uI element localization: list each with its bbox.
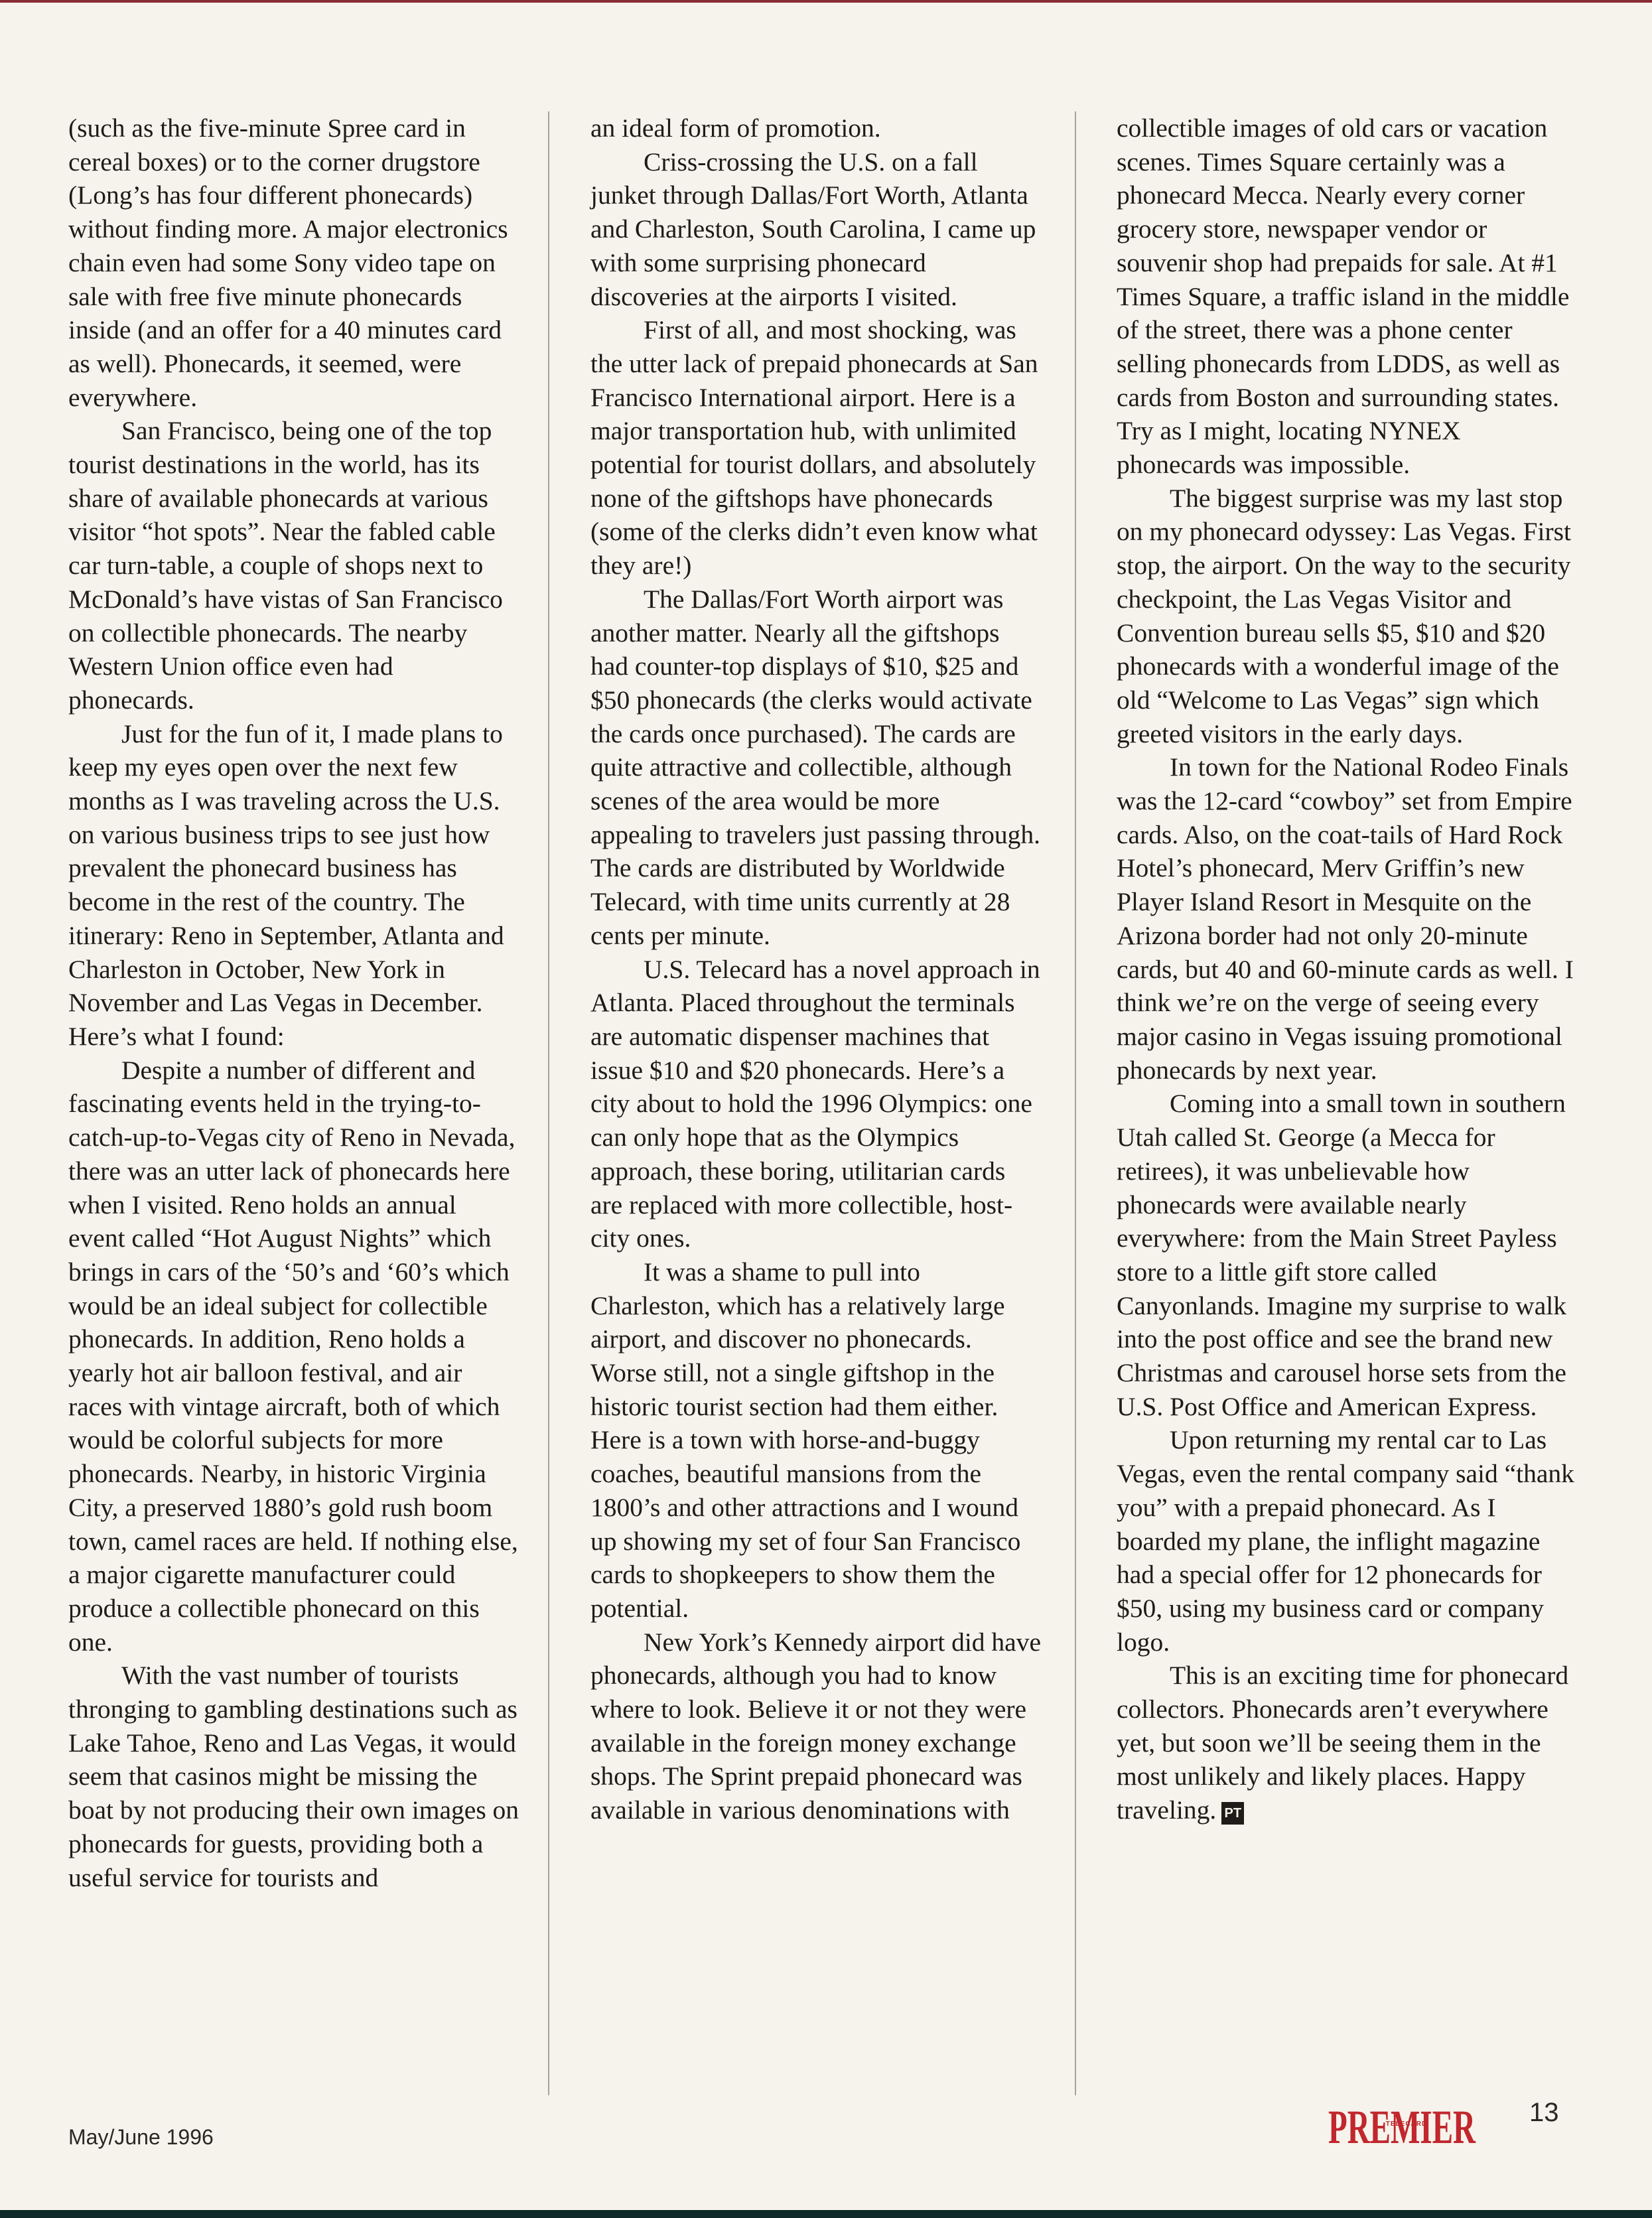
paragraph: Criss-crossing the U.S. on a fall junket through Dallas/Fort Worth, Atlanta and Charleston, South Carolina, I came up with some surprising phonecard discoveries at the airports I visited.: [590, 147, 1036, 311]
column-divider: [1075, 111, 1076, 2095]
paragraph: San Francisco, being one of the top tourist destinations in the world, has its share of available phonecards at various visitor “hot spots”. Near the fabled cable car turn-table, a couple of shops next to McDonald’s have vistas of San Francisco on collectible phonecards. The nearby Western Union office even had phonecards.: [68, 416, 503, 715]
column-divider: [548, 111, 549, 2095]
paragraph: The biggest surprise was my last stop on my phonecard odyssey: Las Vegas. First stop, the airport. On the way to the security checkpoint, the Las Vegas Visitor and Convention bureau sells $5, $10 and $20 phonecards with a wonderful image of the old “Welcome to Las Vegas” sign which greeted visitors in the early days.: [1117, 483, 1571, 748]
paragraph: Just for the fun of it, I made plans to keep my eyes open over the next few months as I was traveling across the U.S. on various business trips to see just how prevalent the phonecard business has become in the rest of the country. The itinerary: Reno in September, Atlanta and Charleston in October, New York in November and Las Vegas in December. Here’s what I found:: [68, 719, 504, 1051]
logo-wordmark: PREMIER: [1328, 2101, 1476, 2152]
paragraph: collectible images of old cars or vacation scenes. Times Square certainly was a phonecard Mecca. Nearly every corner grocery store, newspaper vendor or souvenir shop had prepaids for sale. At #1 Times Square, a traffic island in the middle of the street, there was a phone center selling phonecards from LDDS, as well as cards from Boston and surrounding states. Try as I might, locating NYNEX phonecards was impossible.: [1117, 113, 1570, 480]
end-of-article-icon: PT: [1221, 1802, 1244, 1825]
top-color-rule: [0, 0, 1652, 3]
premier-telecard-logo: [1326, 2099, 1478, 2152]
paragraph: U.S. Telecard has a novel approach in Atlanta. Placed throughout the terminals are automatic dispenser machines that issue $10 and $20 phonecards. Here’s a city about to hold the 1996 Olympics: one can only hope that as the Olympics approach, these boring, utilitarian cards are replaced with more collectible, host-city ones.: [590, 954, 1040, 1253]
bottom-color-band: [0, 2210, 1652, 2218]
issue-date: May/June 1996: [68, 2125, 214, 2149]
paragraph: Despite a number of different and fascinating events held in the trying-to-catch-up-to-Vegas city of Reno in Nevada, there was an utter lack of phonecards here when I visited. Reno holds an annual event called “Hot August Nights” which brings in cars of the ‘50’s and ‘60’s which would be an ideal subject for collectible phonecards. In addition, Reno holds a yearly hot air balloon festival, and air races with vintage aircraft, both of which would be colorful subjects for more phonecards. Nearby, in historic Virginia City, a preserved 1880’s gold rush boom town, camel races are held. If nothing else, a major cigarette manufacturer could produce a collectible phonecard on this one.: [68, 1055, 518, 1657]
paragraph: Upon returning my rental car to Las Vegas, even the rental company said “thank you” with a prepaid phonecard. As I boarded my plane, the inflight magazine had a special offer for 12 phonecards for $50, using my business card or company logo.: [1117, 1425, 1574, 1657]
paragraph: (such as the five-minute Spree card in cereal boxes) or to the corner drugstore (Long’s has four different phonecards) without finding more. A major electronics chain even had some Sony video tape on sale with free five minute phonecards inside (and an offer for a 40 minutes card as well). Phonecards, it seemed, were everywhere.: [68, 113, 508, 412]
logo-subtext: TELECARD: [1385, 2120, 1428, 2128]
article-column-2: [590, 111, 1042, 1827]
paragraph-final: [1117, 1659, 1574, 1827]
paragraph: With the vast number of tourists thronging to gambling destinations such as Lake Tahoe, Reno and Las Vegas, it would seem that casinos might be missing the boat by not producing their own images on phonecards for guests, providing both a useful service for tourists and: [68, 1661, 519, 1892]
article-column-3: [1117, 111, 1574, 1827]
paragraph: Coming into a small town in southern Utah called St. George (a Mecca for retirees), it was unbelievable how phonecards were available nearly everywhere: from the Main Street Payless store to a little gift store called Canyonlands. Imagine my surprise to walk into the post office and see the brand new Christmas and carousel horse sets from the U.S. Post Office and American Express.: [1117, 1089, 1566, 1421]
paragraph: In town for the National Rodeo Finals was the 12-card “cowboy” set from Empire cards. Also, on the coat-tails of Hard Rock Hotel’s phonecard, Merv Griffin’s new Player Island Resort in Mesquite on the Arizona border had not only 20-minute cards, but 40 and 60-minute cards as well. I think we’re on the verge of seeing every major casino in Vegas issuing promotional phonecards by next year.: [1117, 752, 1574, 1085]
paragraph: The Dallas/Fort Worth airport was another matter. Nearly all the giftshops had counter-top displays of $10, $25 and $50 phonecards (the clerks would activate the cards once purchased). The cards are quite attractive and collectible, although scenes of the area would be more appealing to travelers just passing through. The cards are distributed by Worldwide Telecard, with time units currently at 28 cents per minute.: [590, 584, 1040, 950]
paragraph-text: This is an exciting time for phonecard collectors. Phonecards aren’t everywhere yet, but soon we’ll be seeing them in the most unlikely and likely places. Happy traveling.: [1117, 1661, 1569, 1825]
article-column-1: [68, 111, 519, 1894]
paragraph: First of all, and most shocking, was the utter lack of prepaid phonecards at San Francisco International airport. Here is a major transportation hub, with unlimited potential for tourist dollars, and absolutely none of the giftshops have phonecards (some of the clerks didn’t even know what they are!): [590, 315, 1038, 581]
paragraph: It was a shame to pull into Charleston, which has a relatively large airport, and discover no phonecards. Worse still, not a single giftshop in the historic tourist section had them either. Here is a town with horse-and-buggy coaches, beautiful mansions from the 1800’s and other attractions and I wound up showing my set of four San Francisco cards to shopkeepers to show them the potential.: [590, 1257, 1021, 1623]
paragraph: an ideal form of promotion.: [590, 113, 881, 143]
page-number: 13: [1529, 2098, 1559, 2127]
paragraph: New York’s Kennedy airport did have phonecards, although you had to know where to look. Believe it or not they were available in the foreign money exchange shops. The Sprint prepaid phonecard was available in various denominations with: [590, 1627, 1041, 1825]
